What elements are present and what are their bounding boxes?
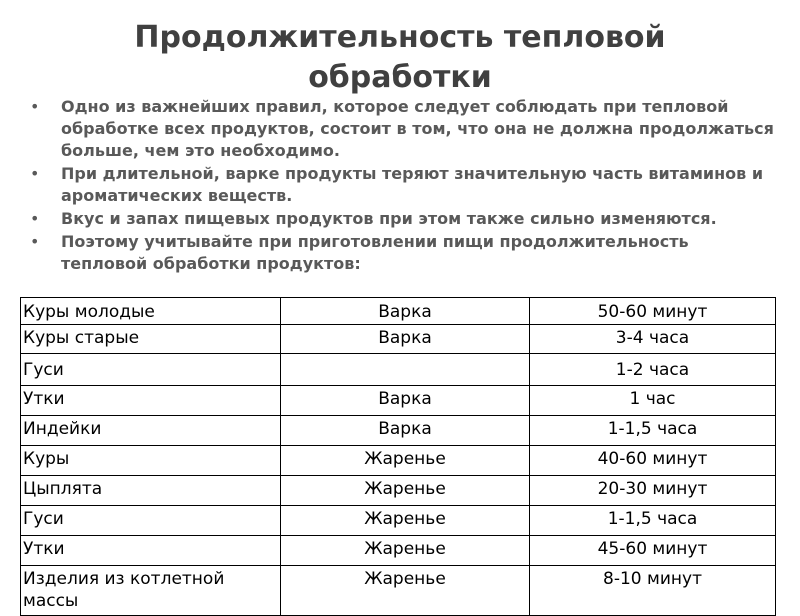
duration-cell: 20-30 минут — [530, 476, 776, 506]
product-cell: Куры молодые — [21, 298, 281, 325]
table-row — [21, 506, 776, 536]
product-cell: Индейки — [21, 416, 281, 446]
bullet-dot: • — [30, 232, 40, 251]
duration-cell: 45-60 минут — [530, 536, 776, 566]
table-row — [21, 566, 776, 616]
bullet-item — [30, 163, 780, 207]
method-cell: Варка — [281, 298, 530, 325]
bullet-dot: • — [30, 97, 40, 116]
duration-cell: 1-1,5 часа — [530, 416, 776, 446]
bullet-text: Одно из важнейших правил, которое следует соблюдать при тепловой обработке всех продуктов, состоит в том, что она не должна продолжаться больше, чем это необходимо. — [61, 97, 774, 160]
slide-title: Продолжительность тепловой обработки — [134, 20, 666, 95]
product-cell: Утки — [21, 386, 281, 416]
product-cell: Куры — [21, 446, 281, 476]
method-cell: Варка — [281, 325, 530, 354]
table-row — [21, 386, 776, 416]
duration-cell: 1-1,5 часа — [530, 506, 776, 536]
duration-cell: 3-4 часа — [530, 325, 776, 354]
table-row — [21, 416, 776, 446]
product-cell: Куры старые — [21, 325, 281, 354]
method-cell: Варка — [281, 416, 530, 446]
method-cell: Жаренье — [281, 566, 530, 616]
duration-cell: 1-2 часа — [530, 354, 776, 386]
table-row — [21, 536, 776, 566]
table-row — [21, 325, 776, 354]
method-cell: Жаренье — [281, 446, 530, 476]
bullet-dot: • — [30, 209, 40, 228]
duration-cell: 1 час — [530, 386, 776, 416]
method-cell: Жаренье — [281, 476, 530, 506]
product-cell: Гуси — [21, 354, 281, 386]
table-row — [21, 476, 776, 506]
bullet-text: При длительной, варке продукты теряют значительную часть витаминов и ароматических веществ. — [61, 164, 764, 205]
method-cell: Жаренье — [281, 506, 530, 536]
product-cell: Утки — [21, 536, 281, 566]
method-cell: Варка — [281, 386, 530, 416]
bullet-item — [30, 208, 780, 230]
duration-cell: 8-10 минут — [530, 566, 776, 616]
table-row — [21, 446, 776, 476]
duration-cell: 50-60 минут — [530, 298, 776, 325]
product-cell: Гуси — [21, 506, 281, 536]
product-cell: Изделия из котлетной массы — [21, 566, 281, 616]
bullet-item — [30, 231, 780, 275]
duration-cell: 40-60 минут — [530, 446, 776, 476]
bullet-dot: • — [30, 164, 40, 183]
bullet-text: Поэтому учитывайте при приготовлении пищи продолжительность тепловой обработки продуктов: — [61, 232, 689, 273]
table-row — [21, 354, 776, 386]
product-cell: Цыплята — [21, 476, 281, 506]
cooking-time-table-wrapper — [20, 297, 770, 616]
method-cell — [281, 354, 530, 386]
method-cell: Жаренье — [281, 536, 530, 566]
bullet-list — [30, 96, 780, 276]
bullet-item — [30, 96, 780, 162]
cooking-time-table — [20, 297, 776, 616]
table-row — [21, 298, 776, 325]
bullet-text: Вкус и запах пищевых продуктов при этом также сильно изменяются. — [61, 209, 717, 228]
